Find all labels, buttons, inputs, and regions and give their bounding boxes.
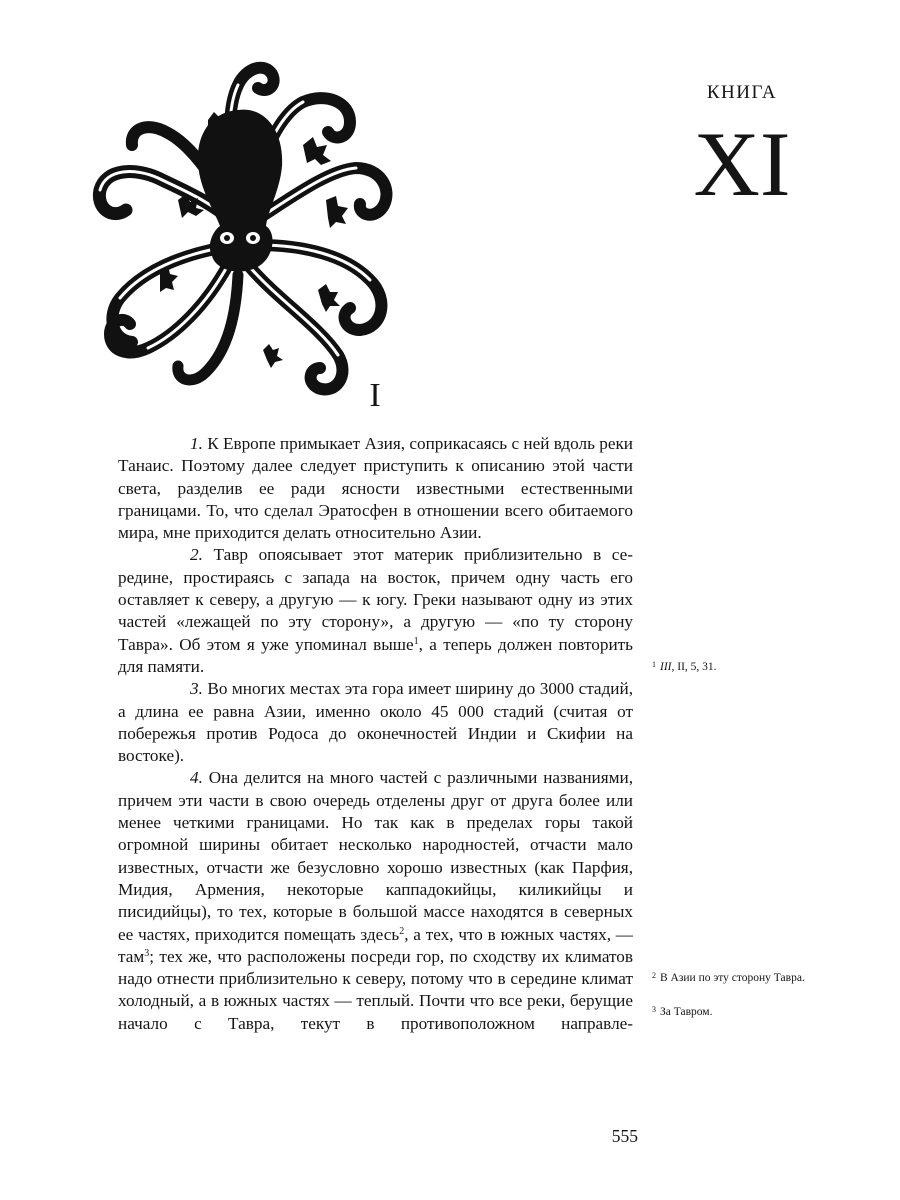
sidenote-text: За Тавром.	[660, 1006, 713, 1018]
sidenote-1	[652, 657, 852, 675]
paragraph-number: 1.	[190, 434, 203, 453]
paragraph-text: К Европе примыкает Азия, соприкасаясь с ней вдоль реки Танаис. Поэтому далее следует приступить к описанию этой части света, разделив ее ради ясности известными естественными границами. То, что сделал Эратосфен в отношении всего обитаемого мира, мне приходится делать относительно Азии.	[118, 434, 633, 543]
octopus-illustration	[88, 50, 400, 400]
book-number: XI	[693, 113, 791, 215]
book-label: КНИГА	[706, 82, 778, 103]
chapter-number: I	[369, 377, 381, 414]
main-text	[118, 433, 633, 1035]
paragraph-4	[118, 767, 633, 1035]
footnote-marker[interactable]: 1	[413, 635, 419, 647]
sidenote-mark: 1	[652, 660, 656, 669]
sidenote-mark: 2	[652, 971, 656, 980]
paragraph-text: ; тех же, что расположены посреди гор, по сходству их климатов надо отнести приблизительно к северу, потому что в середине климат холодный, а в южных частях — теплый. Почти что все реки, берущие начало с Тавра, текут в противоположном направле-	[118, 946, 633, 1033]
paragraph-number: 2.	[190, 545, 203, 565]
paragraph-text: Во многих местах эта гора имеет ширину до 3000 стадий, а длина ее равна Азии, именно около 45 000 стадий (считая от побережья против Родоса до оконечностей Индии и Скифии на востоке).	[118, 679, 634, 766]
sidenote-ref: , II, 5, 31.	[671, 661, 717, 673]
page-number: 555	[611, 1126, 638, 1146]
footnote-marker[interactable]: 2	[399, 925, 405, 937]
paragraph-text: Она делится на много частей с различными названиями, причем эти части в свою очередь отделены друг от друга более или менее четкими границами. Но так как в пределах горы такой огромной ширины обитает несколько народностей, отчасти мало известных, отчасти же безусловно хорошо известных (как Парфия, Мидия, Армения, некоторые каппадокийцы, киликийцы и писидийцы), то тех, которые в большой массе находятся в северных ее частях, приходится помещать здесь	[118, 768, 634, 944]
paragraph-text: Тавр опоясывает этот материк приблизительно в середине, простираясь с запада на восток, причем одну часть его оставляет к северу, а другую — к югу. Греки называют одну из этих частей «лежащей по эту сторону», а другую — «по ту сторону Тавра». Об этом я уже упоминал выше	[118, 545, 634, 654]
sidenote-3	[652, 1002, 852, 1020]
paragraph-3	[118, 678, 633, 767]
paragraph-number: 4.	[190, 768, 203, 788]
sidenote-mark: 3	[652, 1005, 656, 1014]
paragraph-text: , а теперь должен повторить для памяти.	[118, 634, 633, 676]
paragraph-number: 3.	[190, 679, 203, 699]
paragraph-1	[118, 433, 633, 544]
sidenote-text: В Азии по эту сторону Тавра.	[660, 972, 805, 984]
sidenote-2	[652, 968, 852, 986]
sidenote-ref-italic: III	[660, 661, 672, 673]
paragraph-2	[118, 544, 633, 678]
paragraph-text: , а тех, что в южных частях, — там	[118, 924, 633, 966]
footnote-marker[interactable]: 3	[144, 947, 150, 959]
